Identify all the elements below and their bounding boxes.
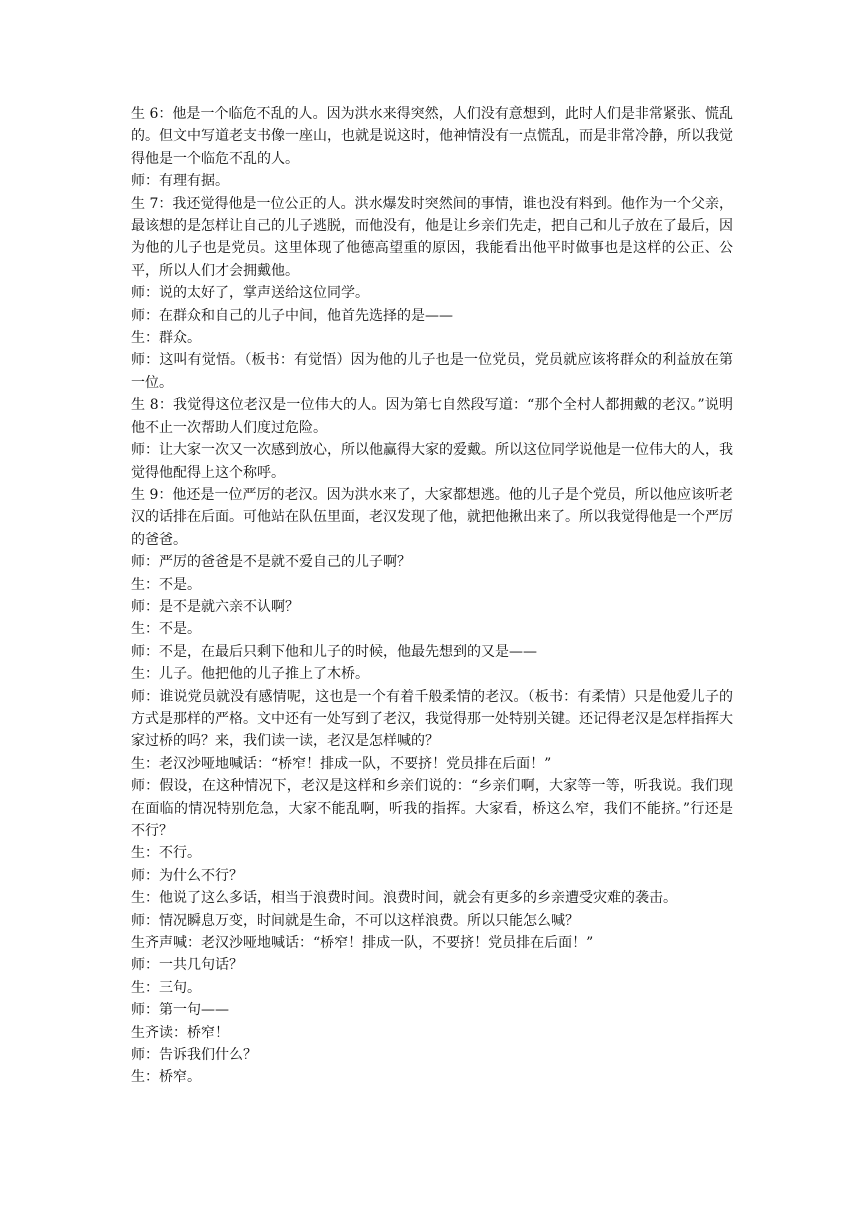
paragraph-11: 师：严厉的爸爸是不是就不爱自己的儿子啊？ <box>131 554 411 571</box>
paragraph-4: 师：说的太好了，掌声送给这位同学。 <box>131 285 369 302</box>
paragraph-9: 师：让大家一次又一次感到放心，所以他赢得大家的爱戴。所以这位同学说他是一位伟大的人，我觉得他配得上这个称呼。 <box>131 442 733 481</box>
paragraph-7: 师：这叫有觉悟。（板书：有觉悟）因为他的儿子也是一位党员，党员就应该将群众的利益放在第一位。 <box>131 352 733 391</box>
paragraph-22: 生：他说了这么多话，相当于浪费时间。浪费时间，就会有更多的乡亲遭受灾难的袭击。 <box>131 890 677 907</box>
paragraph-1: 生 6：他是一个临危不乱的人。因为洪水来得突然，人们没有意想到，此时人们是非常紧张、慌乱的。但文中写道老支书像一座山，也就是说这时，他神情没有一点慌乱，而是非常冷静，所以我觉得他是一个临危不乱的人。 <box>131 106 733 167</box>
document-body <box>131 103 733 1089</box>
paragraph-6: 生：群众。 <box>131 330 201 347</box>
paragraph-20: 生：不行。 <box>131 845 201 862</box>
paragraph-18: 生：老汉沙哑地喊话：“桥窄！排成一队，不要挤！党员排在后面！” <box>131 755 552 772</box>
paragraph-28: 生齐读：桥窄！ <box>131 1024 229 1041</box>
paragraph-16: 生：儿子。他把他的儿子推上了木桥。 <box>131 666 369 683</box>
paragraph-2: 师：有理有据。 <box>131 173 229 190</box>
paragraph-12: 生：不是。 <box>131 576 201 593</box>
paragraph-14: 生：不是。 <box>131 621 201 638</box>
paragraph-17: 师：谁说党员就没有感情呢，这也是一个有着千般柔情的老汉。（板书：有柔情）只是他爱儿子的方式是那样的严格。文中还有一处写到了老汉，我觉得那一处特别关键。还记得老汉是怎样指挥大家过桥的吗？来，我们读一读，老汉是怎样喊的？ <box>131 688 733 750</box>
paragraph-3: 生 7：我还觉得他是一位公正的人。洪水爆发时突然间的事情，谁也没有料到。他作为一个父亲，最该想的是怎样让自己的儿子逃脱，而他没有，他是让乡亲们先走，把自己和儿子放在了最后，因为他的儿子也是党员。这里体现了他德高望重的原因，我能看出他平时做事也是这样的公正、公平，所以人们才会拥戴他。 <box>131 195 733 279</box>
paragraph-8: 生 8：我觉得这位老汉是一位伟大的人。因为第七自然段写道：“那个全村人都拥戴的老汉。”说明他不止一次帮助人们度过危险。 <box>131 397 733 436</box>
paragraph-21: 师：为什么不行？ <box>131 867 243 884</box>
paragraph-25: 师：一共几句话？ <box>131 957 243 974</box>
paragraph-26: 生：三句。 <box>131 979 201 996</box>
paragraph-15: 师：不是，在最后只剩下他和儿子的时候，他最先想到的又是—— <box>131 643 537 660</box>
paragraph-19: 师：假设，在这种情况下，老汉是这样和乡亲们说的：“乡亲们啊，大家等一等，听我说。我们现在面临的情况特别危急，大家不能乱啊，听我的指挥。大家看，桥这么窄，我们不能挤。”行还是不行？ <box>131 778 733 839</box>
paragraph-30: 生：桥窄。 <box>131 1069 201 1086</box>
paragraph-23: 师：情况瞬息万变，时间就是生命，不可以这样浪费。所以只能怎么喊？ <box>131 912 579 929</box>
paragraph-13: 师：是不是就六亲不认啊？ <box>131 598 299 615</box>
paragraph-27: 师：第一句—— <box>131 1002 229 1019</box>
paragraph-10: 生 9：他还是一位严厉的老汉。因为洪水来了，大家都想逃。他的儿子是个党员，所以他应该听老汉的话排在后面。可他站在队伍里面，老汉发现了他，就把他揪出来了。所以我觉得他是一个严厉的爸爸。 <box>131 486 733 548</box>
paragraph-24: 生齐声喊：老汉沙哑地喊话：“桥窄！排成一队，不要挤！党员排在后面！” <box>131 935 594 952</box>
paragraph-29: 师：告诉我们什么？ <box>131 1047 257 1064</box>
paragraph-5: 师：在群众和自己的儿子中间，他首先选择的是—— <box>131 307 453 324</box>
